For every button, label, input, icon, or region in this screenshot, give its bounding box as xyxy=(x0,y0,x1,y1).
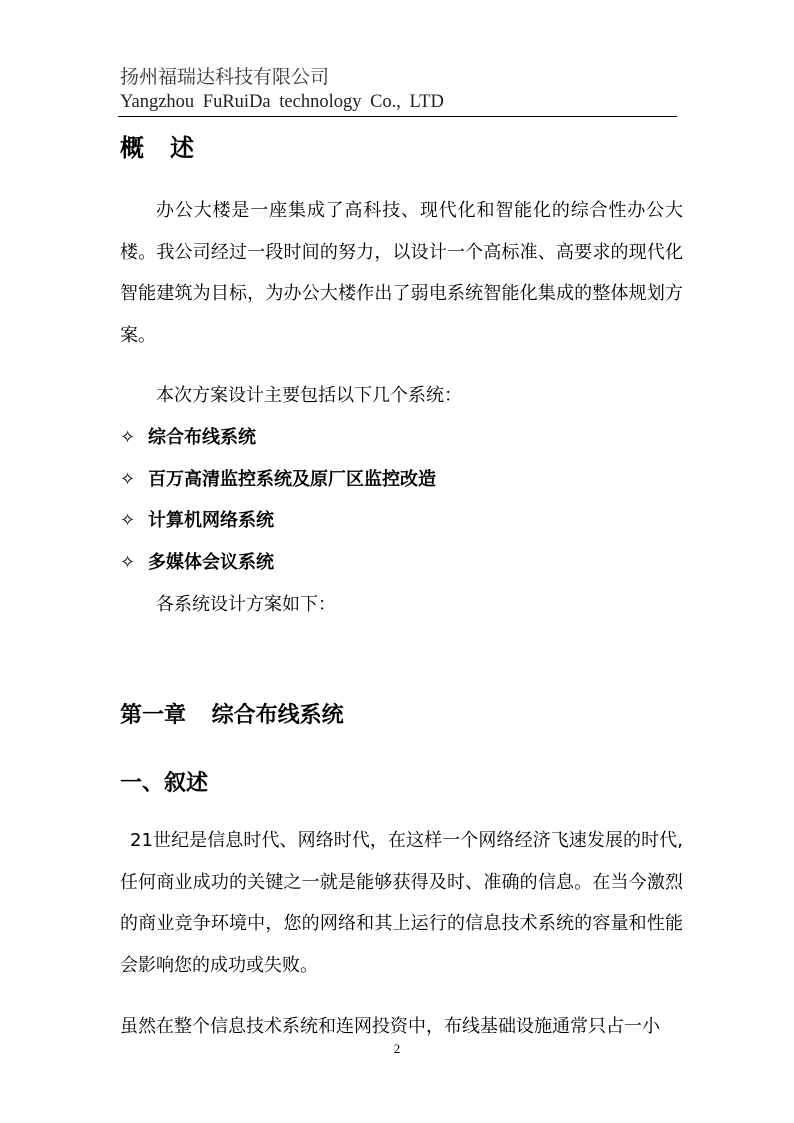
section-title: 一、叙述 xyxy=(120,771,209,796)
section-paragraph-continued: 虽然在整个信息技术系统和连网投资中，布线基础设施通常只占一小 xyxy=(120,1016,660,1037)
overview-title: 概述 xyxy=(120,134,220,162)
systems-list xyxy=(120,417,436,583)
system-label: 计算机网络系统 xyxy=(148,510,274,531)
header-company-name-en: Yangzhou FuRuiDa technology Co., LTD xyxy=(120,92,444,112)
diamond-star-icon: ✧ xyxy=(120,510,136,531)
overview-paragraph: 办公大楼是一座集成了高科技、现代化和智能化的综合性办公大楼。我公司经过一段时间的努力，以设计一个高标准、高要求的现代化智能建筑为目标，为办公大楼作出了弱电系统智能化集成的整体规划方案。 xyxy=(120,200,683,346)
system-label: 综合布线系统 xyxy=(148,427,256,448)
system-label: 多媒体会议系统 xyxy=(148,551,274,573)
list-item xyxy=(120,500,436,542)
systems-intro-paragraph: 本次方案设计主要包括以下几个系统： xyxy=(156,385,462,406)
list-item xyxy=(120,459,436,501)
chapter-title: 第一章 综合布线系统 xyxy=(120,703,344,728)
header-company-name-cn: 扬州福瑞达科技有限公司 xyxy=(120,66,330,88)
list-item xyxy=(120,542,436,584)
system-label: 百万高清监控系统及原厂区监控改造 xyxy=(148,468,436,490)
list-item xyxy=(120,417,436,459)
header-divider xyxy=(118,116,677,117)
diamond-star-icon: ✧ xyxy=(120,551,136,573)
section-paragraph: 21世纪是信息时代、网络时代，在这样一个网络经济飞速发展的时代,任何商业成功的关键之一就是能够获得及时、准确的信息。在当今激烈的商业竞争环境中，您的网络和其上运行的信息技术系统的容量和性能会影响您的成功或失败。 xyxy=(120,830,683,976)
diamond-star-icon: ✧ xyxy=(120,468,136,490)
systems-outro-paragraph: 各系统设计方案如下： xyxy=(156,594,336,615)
page-number: 2 xyxy=(393,1041,401,1056)
diamond-star-icon: ✧ xyxy=(120,427,136,448)
